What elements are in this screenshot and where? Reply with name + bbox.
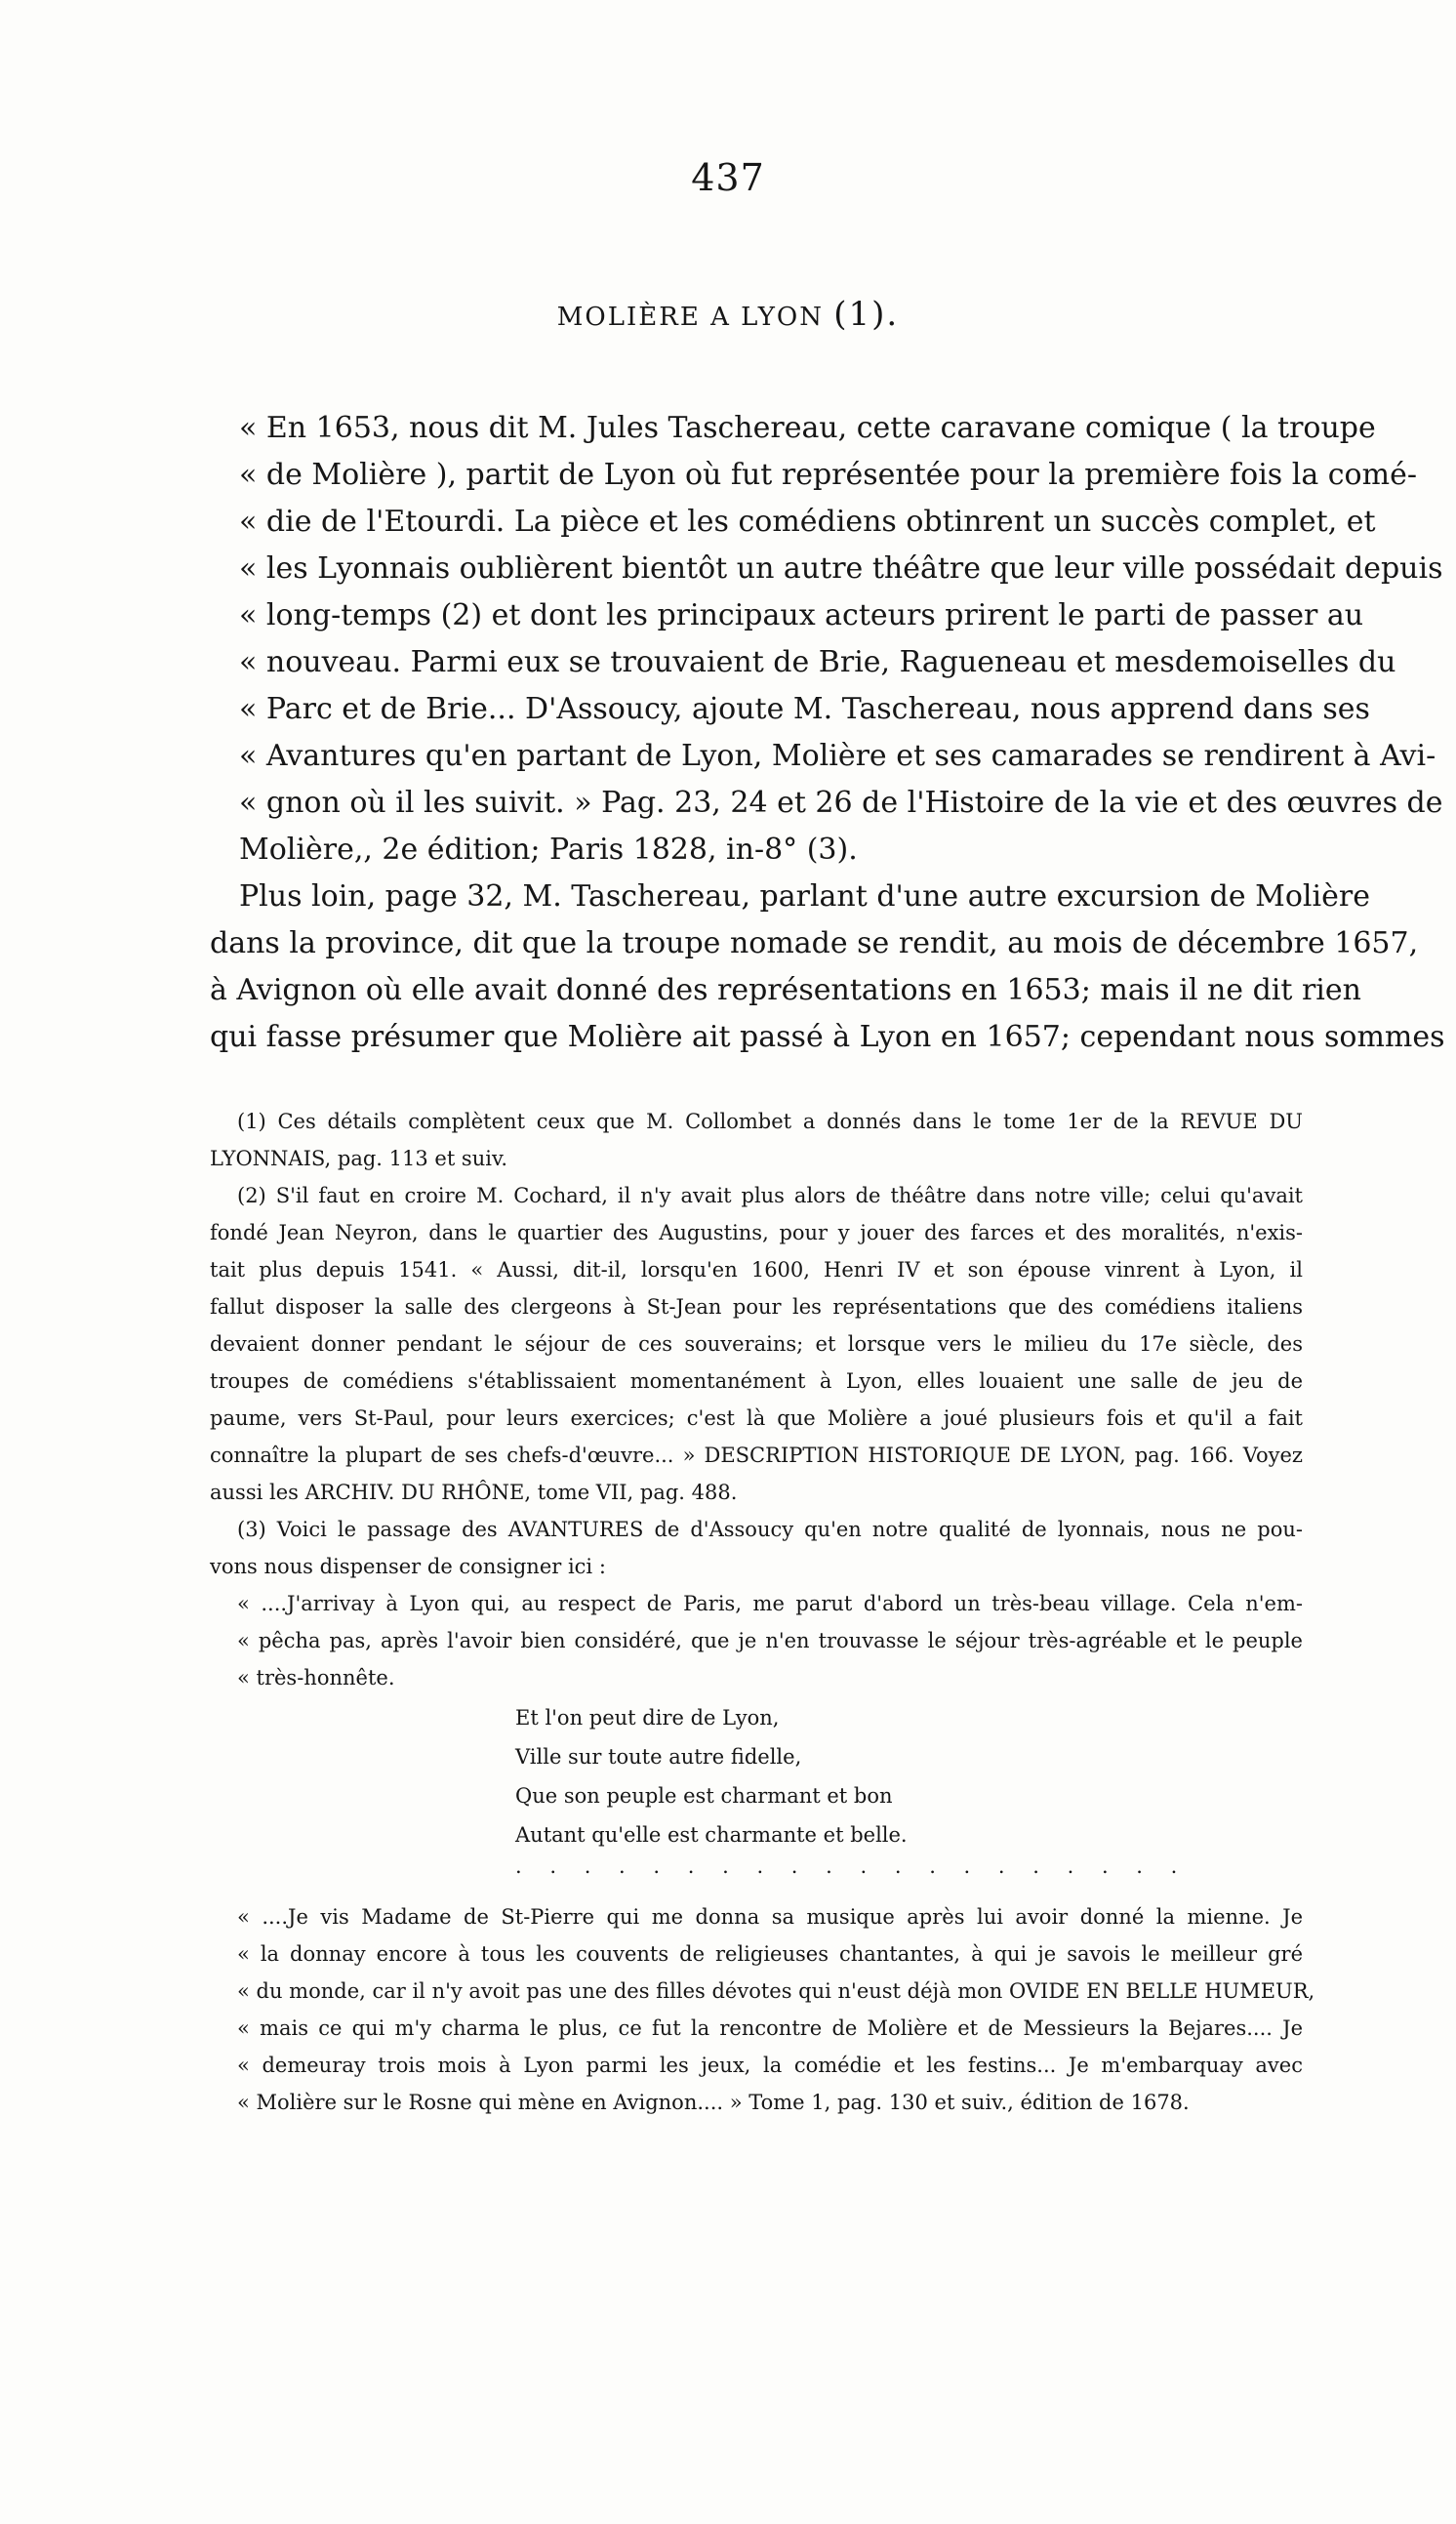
body-line: à Avignon où elle avait donné des représentations en 1653; mais il ne dit rien xyxy=(210,973,1361,1007)
title-footnote-ref: (1). xyxy=(833,295,900,334)
body-line: « Parc et de Brie... D'Assoucy, ajoute M. Taschereau, nous apprend dans ses xyxy=(239,692,1370,726)
footnote-line: fondé Jean Neyron, dans le quartier des Augustins, pour y jouer des farces et des moralités, n'exis- xyxy=(210,1221,1303,1244)
body-line: Molière,, 2e édition; Paris 1828, in-8° (3). xyxy=(239,833,858,867)
page-title xyxy=(0,295,1456,334)
footnote-line: « mais ce qui m'y charma le plus, ce fut la rencontre de Molière et de Messieurs la Bejares.... Je xyxy=(237,2016,1303,2040)
body-line: « gnon où il les suivit. » Pag. 23, 24 et 26 de l'Histoire de la vie et des œuvres de xyxy=(239,786,1443,820)
body-line: « Avantures qu'en partant de Lyon, Molière et ses camarades se rendirent à Avi- xyxy=(239,739,1436,773)
footnotes-continued xyxy=(210,1898,1315,2121)
footnote-line: vons nous dispenser de consigner ici : xyxy=(210,1555,606,1578)
footnote-line: « la donnay encore à tous les couvents de religieuses chantantes, à qui je savois le meilleur gré xyxy=(237,1942,1303,1966)
footnote-line: « du monde, car il n'y avoit pas une des filles dévotes qui n'eust déjà mon OVIDE EN BELLE HUMEUR, xyxy=(237,1979,1315,2003)
footnote-line: LYONNAIS, pag. 113 et suiv. xyxy=(210,1147,508,1170)
footnote-line: aussi les ARCHIV. DU RHÔNE, tome VII, pag. 488. xyxy=(210,1481,738,1504)
footnote-line: tait plus depuis 1541. « Aussi, dit-il, lorsqu'en 1600, Henri IV et son épouse vinrent à Lyon, il xyxy=(210,1258,1303,1282)
main-text xyxy=(210,405,1445,1061)
body-line: « En 1653, nous dit M. Jules Taschereau, cette caravane comique ( la troupe xyxy=(239,411,1376,445)
verse-line: Que son peuple est charmant et bon xyxy=(515,1784,893,1808)
body-line: « les Lyonnais oublièrent bientôt un autre théâtre que leur ville possédait depuis xyxy=(239,551,1443,586)
footnote-line: (3) Voici le passage des AVANTURES de d'Assoucy qu'en notre qualité de lyonnais, nous ne pou- xyxy=(237,1518,1303,1541)
footnote-line: (1) Ces détails complètent ceux que M. Collombet a donnés dans le tome 1er de la REVUE DU xyxy=(237,1110,1303,1133)
footnote-line: paume, vers St-Paul, pour leurs exercices; c'est là que Molière a joué plusieurs fois et qu'il a fait xyxy=(210,1406,1303,1430)
ellipsis-divider: . . . . . . . . . . . . . . . . . . . . xyxy=(515,1854,1189,1878)
body-line: « die de l'Etourdi. La pièce et les comédiens obtinrent un succès complet, et xyxy=(239,505,1376,539)
footnote-line: « demeuray trois mois à Lyon parmi les jeux, la comédie et les festins... Je m'embarquay avec xyxy=(237,2054,1303,2077)
verse-line: Et l'on peut dire de Lyon, xyxy=(515,1706,780,1730)
body-line: « nouveau. Parmi eux se trouvaient de Brie, Ragueneau et mesdemoiselles du xyxy=(239,645,1396,679)
title-text: MOLIÈRE A LYON xyxy=(556,303,824,332)
body-line: dans la province, dit que la troupe nomade se rendit, au mois de décembre 1657, xyxy=(210,926,1419,960)
body-line: Plus loin, page 32, M. Taschereau, parlant d'une autre excursion de Molière xyxy=(239,879,1370,914)
body-line: qui fasse présumer que Molière ait passé à Lyon en 1657; cependant nous sommes xyxy=(210,1020,1445,1054)
body-line: « long-temps (2) et dont les principaux acteurs prirent le parti de passer au xyxy=(239,598,1364,632)
page-number: 437 xyxy=(691,156,765,199)
footnote-line: connaître la plupart de ses chefs-d'œuvre... » DESCRIPTION HISTORIQUE DE LYON, pag. 166. Voyez xyxy=(210,1444,1303,1467)
footnotes xyxy=(210,1103,1303,1696)
verse-line: Autant qu'elle est charmante et belle. xyxy=(515,1823,908,1847)
footnote-line: devaient donner pendant le séjour de ces souverains; et lorsque vers le milieu du 17e siècle, des xyxy=(210,1332,1303,1356)
verse-quote xyxy=(515,1698,1101,1854)
footnote-line: fallut disposer la salle des clergeons à St-Jean pour les représentations que des comédiens italiens xyxy=(210,1295,1303,1319)
verse-line: Ville sur toute autre fidelle, xyxy=(515,1745,802,1769)
footnote-line: « pêcha pas, après l'avoir bien considéré, que je n'en trouvasse le séjour très-agréable et le peuple xyxy=(237,1629,1303,1652)
footnote-line: « Molière sur le Rosne qui mène en Avignon.... » Tome 1, pag. 130 et suiv., édition de 1678. xyxy=(237,2091,1190,2114)
footnote-line: « très-honnête. xyxy=(237,1666,395,1689)
body-line: « de Molière ), partit de Lyon où fut représentée pour la première fois la comé- xyxy=(239,458,1417,492)
footnote-line: « ....J'arrivay à Lyon qui, au respect de Paris, me parut d'abord un très-beau village. Cela n'em- xyxy=(237,1592,1303,1615)
footnote-line: « ....Je vis Madame de St-Pierre qui me donna sa musique après lui avoir donné la mienne. Je xyxy=(237,1905,1303,1929)
footnote-line: (2) S'il faut en croire M. Cochard, il n'y avait plus alors de théâtre dans notre ville; celui qu'avait xyxy=(237,1184,1303,1207)
footnote-line: troupes de comédiens s'établissaient momentanément à Lyon, elles louaient une salle de jeu de xyxy=(210,1369,1303,1393)
